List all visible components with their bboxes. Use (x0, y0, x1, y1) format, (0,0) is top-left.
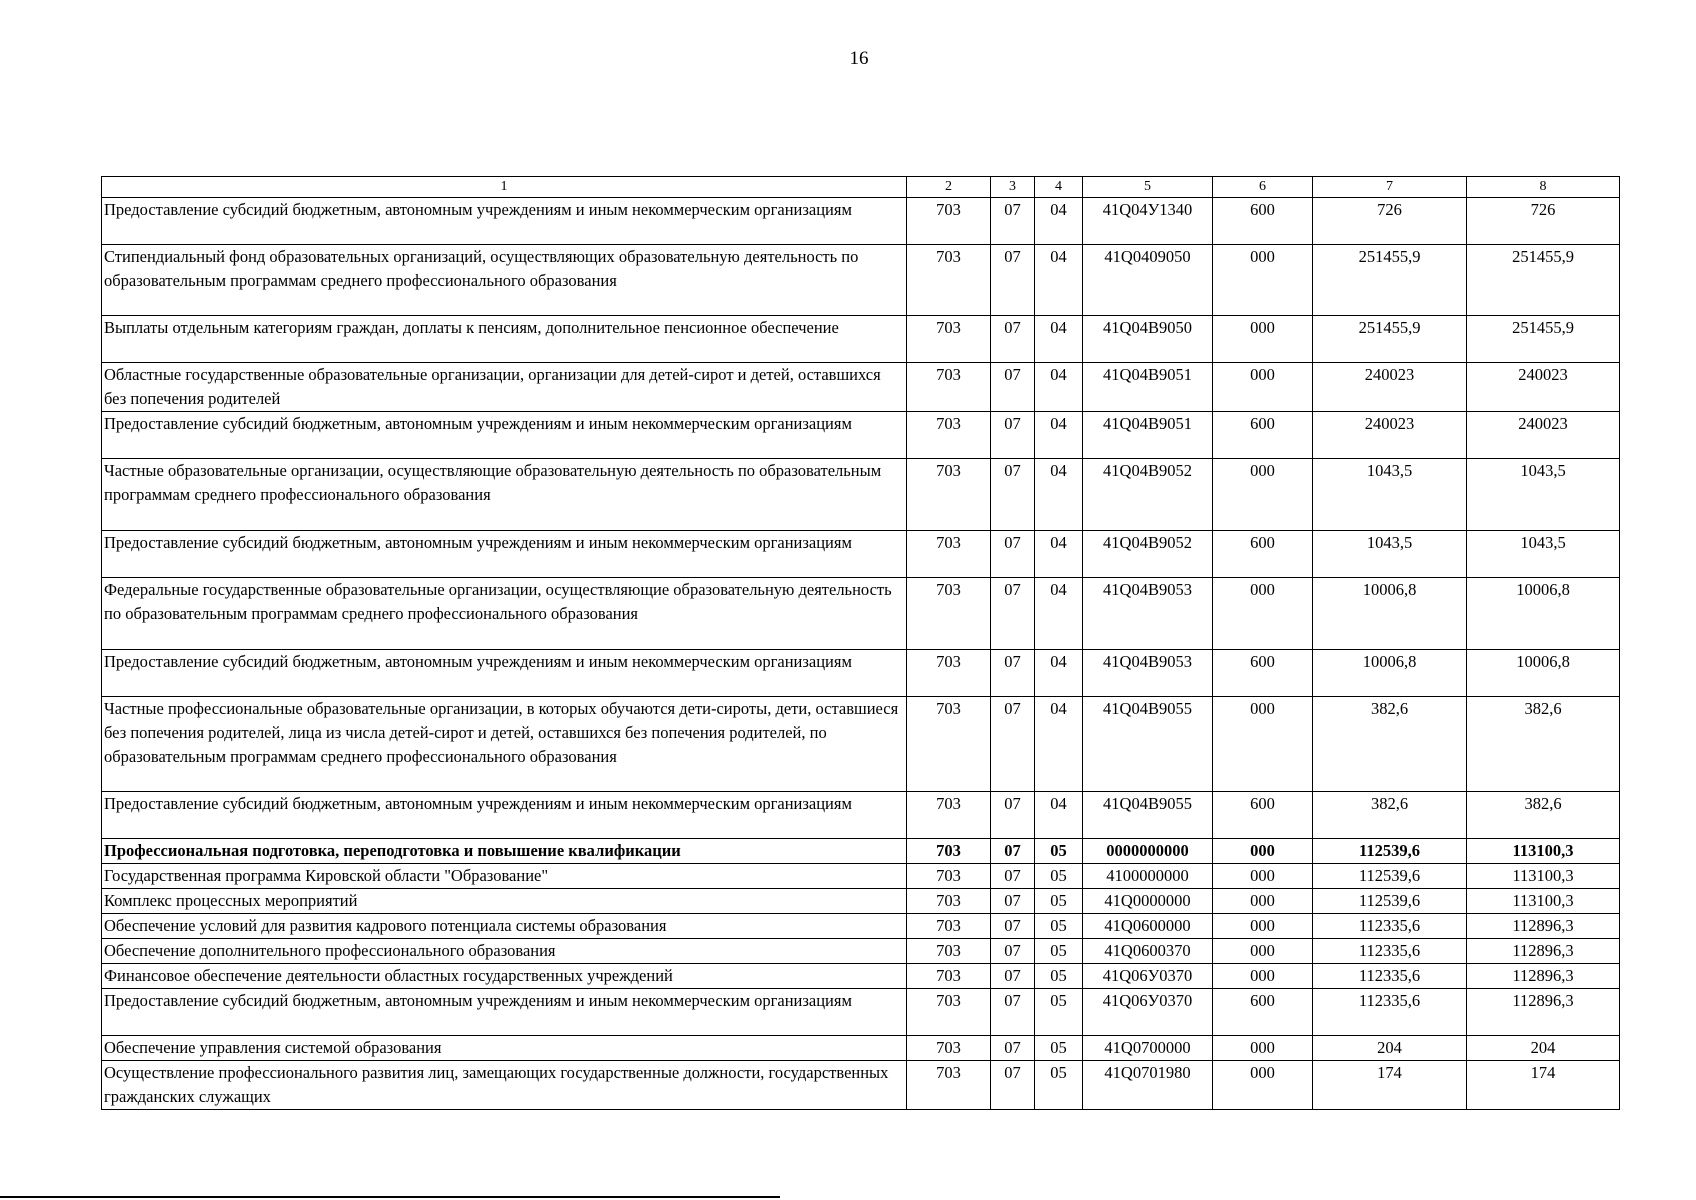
col3-cell: 07 (991, 914, 1035, 939)
col6-cell: 000 (1213, 578, 1313, 650)
column-header: 8 (1467, 177, 1620, 198)
col3-cell: 07 (991, 864, 1035, 889)
col6-cell: 000 (1213, 363, 1313, 412)
col6-cell: 000 (1213, 839, 1313, 864)
row-name-cell: Предоставление субсидий бюджетным, автономным учреждениям и иным некоммерческим организациям (102, 531, 907, 578)
col4-cell: 05 (1035, 914, 1083, 939)
col7-amount-cell: 112539,6 (1313, 889, 1467, 914)
row-name-cell: Комплекс процессных мероприятий (102, 889, 907, 914)
col2-cell: 703 (907, 578, 991, 650)
col6-cell: 000 (1213, 245, 1313, 316)
col7-amount-cell: 726 (1313, 198, 1467, 245)
col2-cell: 703 (907, 914, 991, 939)
row-name-cell: Областные государственные образовательные организации, организации для детей-сирот и детей, оставшихся без попечения родителей (102, 363, 907, 412)
col8-amount-cell: 204 (1467, 1036, 1620, 1061)
col7-amount-cell: 10006,8 (1313, 578, 1467, 650)
col6-cell: 000 (1213, 939, 1313, 964)
col3-cell: 07 (991, 939, 1035, 964)
col5-code-cell: 41Q04У1340 (1083, 198, 1213, 245)
col8-amount-cell: 10006,8 (1467, 578, 1620, 650)
col7-amount-cell: 382,6 (1313, 792, 1467, 839)
col2-cell: 703 (907, 531, 991, 578)
col5-code-cell: 41Q04B9053 (1083, 578, 1213, 650)
row-name-cell: Предоставление субсидий бюджетным, автономным учреждениям и иным некоммерческим организациям (102, 650, 907, 697)
col6-cell: 600 (1213, 989, 1313, 1036)
col7-amount-cell: 382,6 (1313, 697, 1467, 792)
column-number-header-row (102, 177, 1620, 198)
col3-cell: 07 (991, 531, 1035, 578)
col2-cell: 703 (907, 459, 991, 531)
col8-amount-cell: 112896,3 (1467, 914, 1620, 939)
row-name-cell: Предоставление субсидий бюджетным, автономным учреждениям и иным некоммерческим организациям (102, 412, 907, 459)
col5-code-cell: 41Q04B9052 (1083, 531, 1213, 578)
table-row (102, 198, 1620, 245)
col3-cell: 07 (991, 412, 1035, 459)
table-row (102, 245, 1620, 316)
col6-cell: 600 (1213, 531, 1313, 578)
row-name-cell: Государственная программа Кировской области "Образование" (102, 864, 907, 889)
col5-code-cell: 41Q06У0370 (1083, 989, 1213, 1036)
column-header: 7 (1313, 177, 1467, 198)
col2-cell: 703 (907, 245, 991, 316)
col7-amount-cell: 10006,8 (1313, 650, 1467, 697)
col7-amount-cell: 112335,6 (1313, 939, 1467, 964)
row-name-cell: Частные образовательные организации, осуществляющие образовательную деятельность по образовательным программам среднего профессионального образования (102, 459, 907, 531)
column-header: 2 (907, 177, 991, 198)
col3-cell: 07 (991, 792, 1035, 839)
row-name-cell: Финансовое обеспечение деятельности областных государственных учреждений (102, 964, 907, 989)
col8-amount-cell: 726 (1467, 198, 1620, 245)
row-name-cell: Профессиональная подготовка, переподготовка и повышение квалификации (102, 839, 907, 864)
col4-cell: 04 (1035, 697, 1083, 792)
col6-cell: 600 (1213, 792, 1313, 839)
col4-cell: 04 (1035, 363, 1083, 412)
col8-amount-cell: 112896,3 (1467, 939, 1620, 964)
col4-cell: 05 (1035, 1061, 1083, 1110)
col2-cell: 703 (907, 889, 991, 914)
col4-cell: 05 (1035, 964, 1083, 989)
col3-cell: 07 (991, 697, 1035, 792)
col8-amount-cell: 382,6 (1467, 697, 1620, 792)
col3-cell: 07 (991, 198, 1035, 245)
col8-amount-cell: 112896,3 (1467, 964, 1620, 989)
col5-code-cell: 41Q04B9050 (1083, 316, 1213, 363)
col8-amount-cell: 112896,3 (1467, 989, 1620, 1036)
row-name-cell: Федеральные государственные образовательные организации, осуществляющие образовательную деятельность по образовательным программам среднего профессионального образования (102, 578, 907, 650)
col4-cell: 04 (1035, 198, 1083, 245)
row-name-cell: Предоставление субсидий бюджетным, автономным учреждениям и иным некоммерческим организациям (102, 989, 907, 1036)
col7-amount-cell: 112335,6 (1313, 914, 1467, 939)
table-row (102, 839, 1620, 864)
scan-edge-line (0, 1196, 780, 1198)
table-row (102, 578, 1620, 650)
col3-cell: 07 (991, 989, 1035, 1036)
col3-cell: 07 (991, 459, 1035, 531)
col3-cell: 07 (991, 245, 1035, 316)
col2-cell: 703 (907, 939, 991, 964)
col2-cell: 703 (907, 1061, 991, 1110)
col2-cell: 703 (907, 650, 991, 697)
col2-cell: 703 (907, 839, 991, 864)
col8-amount-cell: 113100,3 (1467, 864, 1620, 889)
col2-cell: 703 (907, 792, 991, 839)
col3-cell: 07 (991, 1061, 1035, 1110)
col5-code-cell: 41Q0409050 (1083, 245, 1213, 316)
col7-amount-cell: 240023 (1313, 412, 1467, 459)
row-name-cell: Предоставление субсидий бюджетным, автономным учреждениям и иным некоммерческим организациям (102, 792, 907, 839)
budget-table (101, 176, 1620, 1110)
col4-cell: 04 (1035, 412, 1083, 459)
col3-cell: 07 (991, 839, 1035, 864)
table-row (102, 697, 1620, 792)
row-name-cell: Выплаты отдельным категориям граждан, доплаты к пенсиям, дополнительное пенсионное обеспечение (102, 316, 907, 363)
col5-code-cell: 41Q04B9055 (1083, 697, 1213, 792)
col4-cell: 04 (1035, 459, 1083, 531)
col7-amount-cell: 112335,6 (1313, 964, 1467, 989)
col8-amount-cell: 382,6 (1467, 792, 1620, 839)
col3-cell: 07 (991, 964, 1035, 989)
col5-code-cell: 4100000000 (1083, 864, 1213, 889)
col6-cell: 600 (1213, 198, 1313, 245)
col2-cell: 703 (907, 198, 991, 245)
col6-cell: 000 (1213, 1061, 1313, 1110)
col6-cell: 000 (1213, 1036, 1313, 1061)
col5-code-cell: 41Q04B9051 (1083, 412, 1213, 459)
col7-amount-cell: 112539,6 (1313, 864, 1467, 889)
page-number: 16 (849, 48, 869, 69)
row-name-cell: Предоставление субсидий бюджетным, автономным учреждениям и иным некоммерческим организациям (102, 198, 907, 245)
col4-cell: 04 (1035, 792, 1083, 839)
col7-amount-cell: 174 (1313, 1061, 1467, 1110)
col6-cell: 000 (1213, 864, 1313, 889)
table-row (102, 412, 1620, 459)
table-body (102, 198, 1620, 1110)
col7-amount-cell: 251455,9 (1313, 245, 1467, 316)
table-row (102, 889, 1620, 914)
col7-amount-cell: 204 (1313, 1036, 1467, 1061)
col3-cell: 07 (991, 1036, 1035, 1061)
col8-amount-cell: 240023 (1467, 363, 1620, 412)
column-header: 3 (991, 177, 1035, 198)
col2-cell: 703 (907, 316, 991, 363)
row-name-cell: Обеспечение дополнительного профессионального образования (102, 939, 907, 964)
col2-cell: 703 (907, 1036, 991, 1061)
col8-amount-cell: 1043,5 (1467, 459, 1620, 531)
col5-code-cell: 41Q0700000 (1083, 1036, 1213, 1061)
table-row (102, 531, 1620, 578)
table-row (102, 792, 1620, 839)
col2-cell: 703 (907, 964, 991, 989)
col4-cell: 05 (1035, 1036, 1083, 1061)
col2-cell: 703 (907, 697, 991, 792)
table-row (102, 363, 1620, 412)
col4-cell: 04 (1035, 650, 1083, 697)
col8-amount-cell: 251455,9 (1467, 245, 1620, 316)
col7-amount-cell: 251455,9 (1313, 316, 1467, 363)
col5-code-cell: 0000000000 (1083, 839, 1213, 864)
col3-cell: 07 (991, 889, 1035, 914)
col8-amount-cell: 251455,9 (1467, 316, 1620, 363)
column-header: 5 (1083, 177, 1213, 198)
column-header: 4 (1035, 177, 1083, 198)
col7-amount-cell: 1043,5 (1313, 459, 1467, 531)
col3-cell: 07 (991, 363, 1035, 412)
col4-cell: 04 (1035, 578, 1083, 650)
col5-code-cell: 41Q0600000 (1083, 914, 1213, 939)
col6-cell: 600 (1213, 412, 1313, 459)
col5-code-cell: 41Q04B9055 (1083, 792, 1213, 839)
col5-code-cell: 41Q04B9051 (1083, 363, 1213, 412)
col5-code-cell: 41Q06У0370 (1083, 964, 1213, 989)
col5-code-cell: 41Q0600370 (1083, 939, 1213, 964)
col3-cell: 07 (991, 650, 1035, 697)
col2-cell: 703 (907, 412, 991, 459)
col6-cell: 000 (1213, 459, 1313, 531)
col8-amount-cell: 1043,5 (1467, 531, 1620, 578)
col4-cell: 04 (1035, 531, 1083, 578)
table-row (102, 459, 1620, 531)
col4-cell: 05 (1035, 939, 1083, 964)
col7-amount-cell: 112539,6 (1313, 839, 1467, 864)
column-header: 6 (1213, 177, 1313, 198)
table-row (102, 1061, 1620, 1110)
row-name-cell: Частные профессиональные образовательные организации, в которых обучаются дети-сироты, дети, оставшиеся без попечения родителей, лица из числа детей-сирот и детей, оставшихся без попечения родителей, по образовательным программам среднего профессионального образования (102, 697, 907, 792)
row-name-cell: Осуществление профессионального развития лиц, замещающих государственные должности, государственных гражданских служащих (102, 1061, 907, 1110)
table-row (102, 316, 1620, 363)
table-row (102, 914, 1620, 939)
col5-code-cell: 41Q0000000 (1083, 889, 1213, 914)
col8-amount-cell: 10006,8 (1467, 650, 1620, 697)
col2-cell: 703 (907, 363, 991, 412)
col8-amount-cell: 113100,3 (1467, 839, 1620, 864)
col6-cell: 000 (1213, 889, 1313, 914)
col8-amount-cell: 113100,3 (1467, 889, 1620, 914)
row-name-cell: Обеспечение условий для развития кадрового потенциала системы образования (102, 914, 907, 939)
col4-cell: 05 (1035, 889, 1083, 914)
table-row (102, 864, 1620, 889)
row-name-cell: Обеспечение управления системой образования (102, 1036, 907, 1061)
column-header: 1 (102, 177, 907, 198)
col4-cell: 04 (1035, 245, 1083, 316)
col5-code-cell: 41Q04B9052 (1083, 459, 1213, 531)
col2-cell: 703 (907, 864, 991, 889)
col6-cell: 000 (1213, 697, 1313, 792)
table-row (102, 1036, 1620, 1061)
col6-cell: 000 (1213, 914, 1313, 939)
col7-amount-cell: 240023 (1313, 363, 1467, 412)
col7-amount-cell: 1043,5 (1313, 531, 1467, 578)
table-row (102, 650, 1620, 697)
col8-amount-cell: 240023 (1467, 412, 1620, 459)
col5-code-cell: 41Q04B9053 (1083, 650, 1213, 697)
col7-amount-cell: 112335,6 (1313, 989, 1467, 1036)
col4-cell: 04 (1035, 316, 1083, 363)
col4-cell: 05 (1035, 989, 1083, 1036)
col3-cell: 07 (991, 578, 1035, 650)
row-name-cell: Стипендиальный фонд образовательных организаций, осуществляющих образовательную деятельность по образовательным программам среднего профессионального образования (102, 245, 907, 316)
col4-cell: 05 (1035, 839, 1083, 864)
table-row (102, 989, 1620, 1036)
col5-code-cell: 41Q0701980 (1083, 1061, 1213, 1110)
col6-cell: 600 (1213, 650, 1313, 697)
col6-cell: 000 (1213, 316, 1313, 363)
table-row (102, 964, 1620, 989)
table-row (102, 939, 1620, 964)
col3-cell: 07 (991, 316, 1035, 363)
col6-cell: 000 (1213, 964, 1313, 989)
col2-cell: 703 (907, 989, 991, 1036)
col4-cell: 05 (1035, 864, 1083, 889)
col8-amount-cell: 174 (1467, 1061, 1620, 1110)
